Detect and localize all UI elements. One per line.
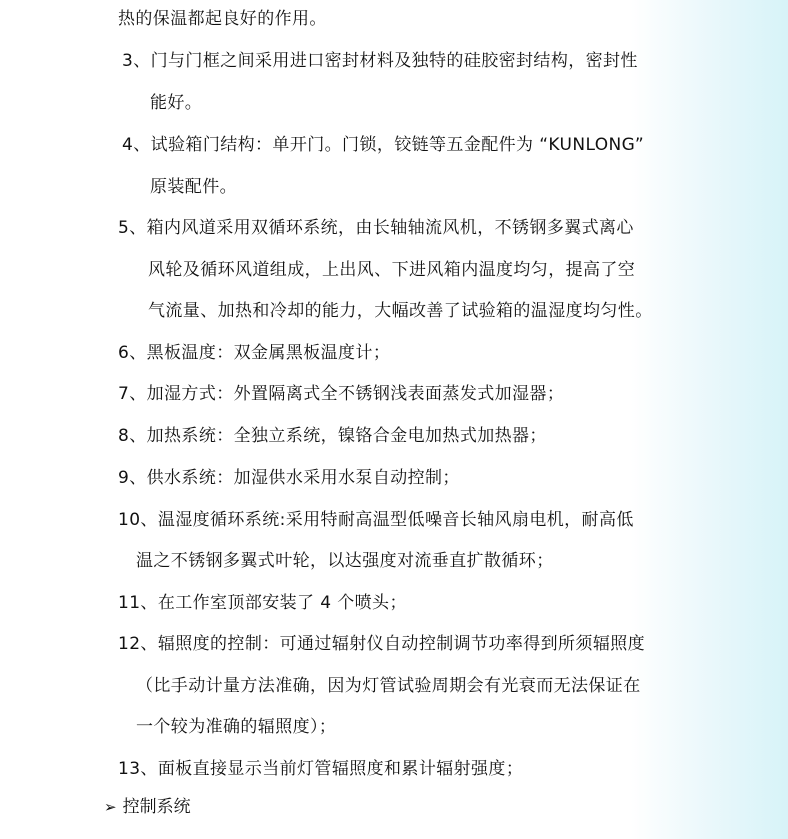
text-line: 气流量、加热和冷却的能力，大幅改善了试验箱的温湿度均匀性。 [148,301,653,321]
text-line: 6、黑板温度：双金属黑板温度计； [118,343,391,363]
text-line: 3、门与门框之间采用进口密封材料及独特的硅胶密封结构，密封性 [122,51,638,71]
text-line: 10、温湿度循环系统:采用特耐高温型低噪音长轴风扇电机，耐高低 [118,510,634,530]
text-line: 5、箱内风道采用双循环系统，由长轴轴流风机，不锈钢多翼式离心 [118,218,634,238]
section-heading [104,796,191,818]
text-line: 7、加湿方式：外置隔离式全不锈钢浅表面蒸发式加湿器； [118,384,565,404]
text-line: 原装配件。 [150,177,237,197]
text-line: 热的保温都起良好的作用。 [118,9,327,29]
text-line: 9、供水系统：加湿供水采用水泵自动控制； [118,468,460,488]
arrow-right-icon: ➢ [104,798,117,816]
text-line: 4、试验箱门结构：单开门。门锁，铰链等五金配件为 “KUNLONG” [122,135,645,155]
text-line: 11、在工作室顶部安装了 4 个喷头； [118,593,407,613]
text-line: 12、辐照度的控制：可通过辐射仪自动控制调节功率得到所须辐照度 [118,634,646,654]
text-line: 一个较为准确的辐照度）； [136,717,337,737]
text-line: 风轮及循环风道组成，上出风、下进风箱内温度均匀，提高了空 [148,260,636,280]
text-line: （比手动计量方法准确，因为灯管试验周期会有光衰而无法保证在 [136,676,641,696]
text-line: 能好。 [150,93,203,113]
text-line: 温之不锈钢多翼式叶轮，以达强度对流垂直扩散循环； [136,551,554,571]
text-line: 13、面板直接显示当前灯管辐照度和累计辐射强度； [118,759,524,779]
text-line: 8、加热系统：全独立系统，镍铬合金电加热式加热器； [118,426,547,446]
section-heading-label: 控制系统 [122,797,191,817]
